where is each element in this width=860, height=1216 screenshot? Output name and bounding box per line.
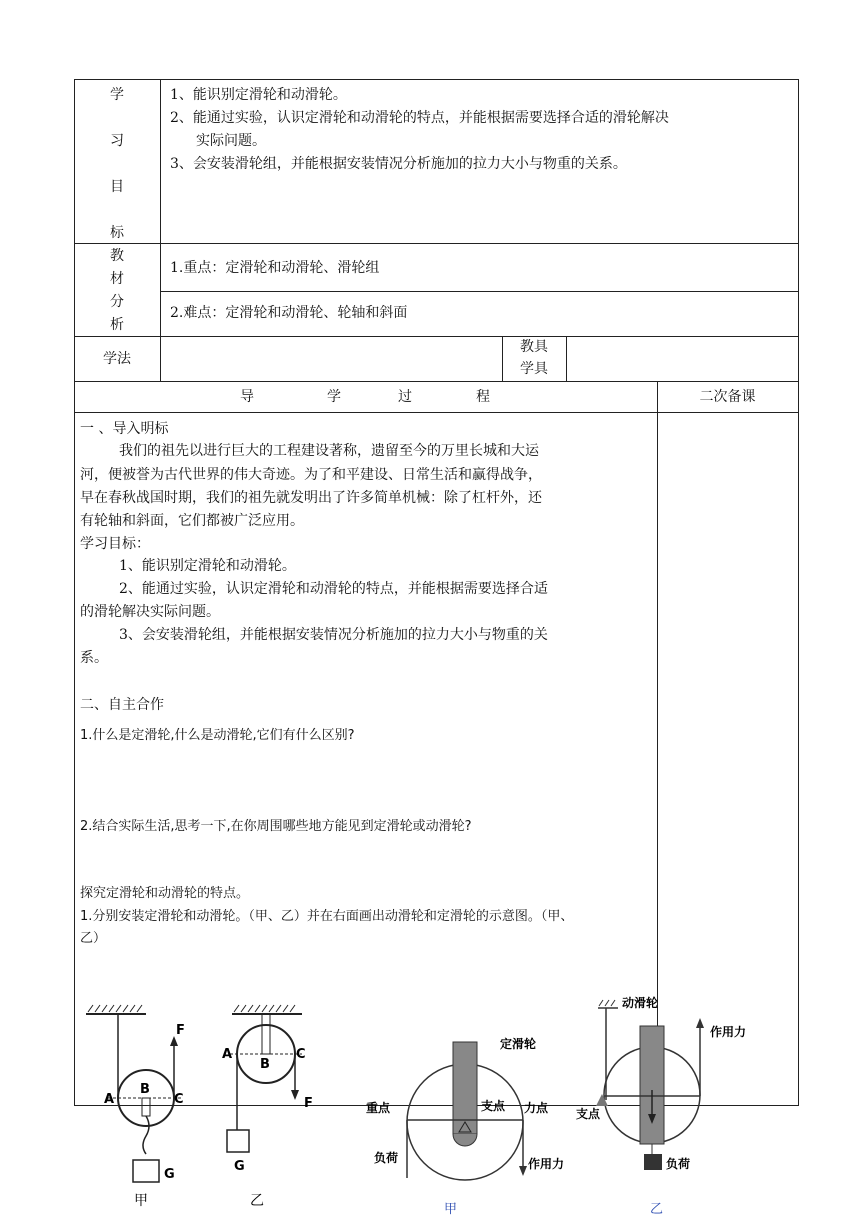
goals-label-char: 标 xyxy=(110,225,124,241)
process-header-char: 程 xyxy=(476,389,490,405)
section-intro-title: 一 、导入明标 xyxy=(80,421,169,437)
learning-goal-line: 2、能通过实验，认识定滑轮和动滑轮的特点，并能根据需要选择合适 xyxy=(119,581,548,597)
movable-pulley-lever-diagram xyxy=(576,990,776,1216)
tools-label-line1: 教具 xyxy=(520,339,548,355)
goals-label-char: 习 xyxy=(110,133,124,149)
intro-paragraph-line: 有轮轴和斜面，它们都被广泛应用。 xyxy=(80,513,304,529)
movable-pulley-diagram xyxy=(78,1000,208,1210)
learning-goal-line: 1、能识别定滑轮和动滑轮。 xyxy=(119,558,296,574)
fulcrum-label: 支点 xyxy=(481,1099,506,1113)
analysis-label-char: 材 xyxy=(110,271,124,287)
load-label: 负荷 xyxy=(374,1151,399,1165)
explore-instruction-cont: 乙） xyxy=(80,931,107,946)
weight-label: G xyxy=(164,1167,175,1182)
goals-label-char: 目 xyxy=(110,179,124,195)
force-label: F xyxy=(176,1023,185,1038)
analysis-label-char: 教 xyxy=(110,248,124,264)
goals-label-char: 学 xyxy=(110,87,124,103)
load-label: 负荷 xyxy=(666,1157,691,1171)
intro-paragraph-line: 河，便被誉为古代世界的伟大奇迹。为了和平建设、日常生活和赢得战争， xyxy=(80,467,542,483)
learning-goal-line: 的滑轮解决实际问题。 xyxy=(80,604,220,620)
point-c-label: C xyxy=(174,1092,184,1107)
question-1: 1.什么是定滑轮,什么是动滑轮,它们有什么区别? xyxy=(80,728,355,743)
method-label: 学法 xyxy=(103,351,131,367)
diagram-title: 动滑轮 xyxy=(622,996,659,1010)
figure-caption: 乙 xyxy=(250,1193,264,1209)
goal-item: 1、能识别定滑轮和动滑轮。 xyxy=(170,87,347,103)
weight-label: G xyxy=(234,1159,245,1174)
force-label: F xyxy=(304,1096,313,1111)
analysis-label-char: 分 xyxy=(110,294,124,310)
process-header-char: 学 xyxy=(327,389,341,405)
point-b-label: B xyxy=(140,1082,150,1097)
goal-item: 3、会安装滑轮组，并能根据安装情况分析施加的拉力大小与物重的关系。 xyxy=(170,156,627,172)
fixed-pulley-diagram xyxy=(218,1000,328,1210)
learning-goal-line: 系。 xyxy=(80,650,108,666)
fixed-pulley-lever-diagram xyxy=(360,1030,580,1216)
point-a-label: A xyxy=(104,1092,115,1107)
learning-goal-line: 3、会安装滑轮组，并能根据安装情况分析施加的拉力大小与物重的关 xyxy=(119,627,548,643)
question-2: 2.结合实际生活,思考一下,在你周围哪些地方能见到定滑轮或动滑轮? xyxy=(80,819,472,834)
section-cooperation-title: 二、自主合作 xyxy=(80,697,164,713)
intro-paragraph-line: 早在春秋战国时期，我们的祖先就发明出了许多简单机械：除了杠杆外，还 xyxy=(80,490,542,506)
effort-label: 作用力 xyxy=(710,1025,747,1039)
goal-item: 2、能通过实验，认识定滑轮和动滑轮的特点，并能根据需要选择合适的滑轮解决 xyxy=(170,110,669,126)
secondary-prep-header: 二次备课 xyxy=(699,389,756,405)
figure-caption: 甲 xyxy=(444,1202,458,1216)
heavy-point-label: 重点 xyxy=(366,1101,391,1115)
point-c-label: C xyxy=(296,1047,306,1062)
effort-label: 作用力 xyxy=(528,1157,565,1171)
force-point-label: 力点 xyxy=(524,1101,549,1115)
figure-caption: 乙 xyxy=(650,1202,664,1216)
point-a-label: A xyxy=(222,1047,233,1062)
difficulty-point: 2.难点：定滑轮和动滑轮、轮轴和斜面 xyxy=(170,305,408,321)
goal-item: 实际问题。 xyxy=(196,133,266,149)
figure-caption: 甲 xyxy=(134,1193,148,1209)
analysis-label-char: 析 xyxy=(110,317,124,333)
fulcrum-label: 支点 xyxy=(576,1107,601,1121)
learning-goals-title: 学习目标： xyxy=(80,536,150,552)
key-point: 1.重点：定滑轮和动滑轮、滑轮组 xyxy=(170,260,380,276)
explore-title: 探究定滑轮和动滑轮的特点。 xyxy=(80,886,250,901)
point-b-label: B xyxy=(260,1057,270,1072)
explore-instruction: 1.分别安装定滑轮和动滑轮。（甲、乙）并在右面画出动滑轮和定滑轮的示意图。（甲、 xyxy=(80,909,574,924)
process-header-char: 过 xyxy=(398,389,412,405)
diagram-title: 定滑轮 xyxy=(500,1037,537,1051)
tools-label-line2: 学具 xyxy=(520,361,548,377)
intro-paragraph-line: 我们的祖先以进行巨大的工程建设著称，遗留至今的万里长城和大运 xyxy=(119,443,539,459)
process-header-char: 导 xyxy=(240,389,254,405)
